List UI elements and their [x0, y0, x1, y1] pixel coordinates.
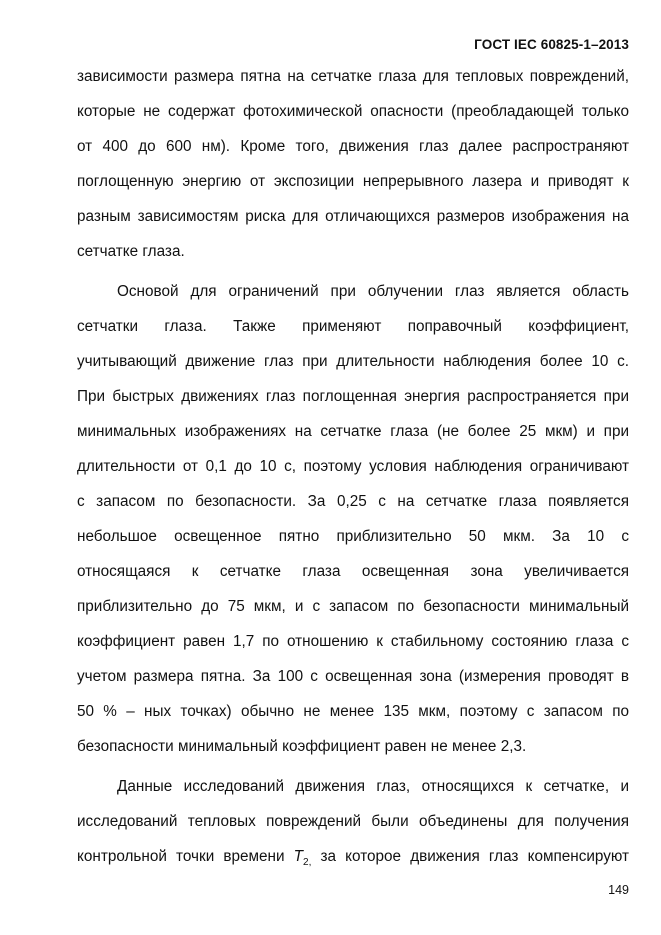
text-line: которые не содержат фотохимической опасности (преобладающей только: [77, 103, 629, 120]
symbol-letter: T: [293, 848, 304, 865]
text-line: от 400 до 600 нм). Кроме того, движения глаз далее распространяют: [77, 138, 629, 155]
text-line: небольшое освещенное пятно приблизительно 50 мкм. За 10 с: [77, 528, 629, 545]
text-line: минимальных изображениях на сетчатке глаза (не более 25 мкм) и при: [77, 423, 629, 440]
paragraph-first-line: Данные исследований движения глаз, относящихся к сетчатке, и: [117, 778, 629, 795]
text-fragment: контрольной точки времени: [77, 848, 285, 865]
text-line: приблизительно до 75 мкм, и с запасом по безопасности минимальный: [77, 598, 629, 615]
text-line: разным зависимостям риска для отличающихся размеров изображения на: [77, 208, 629, 225]
text-line: коэффициент равен 1,7 по отношению к стабильному состоянию глаза с: [77, 633, 629, 650]
text-line: безопасности минимальный коэффициент равен не менее 2,3.: [77, 738, 527, 755]
text-line: учетом размера пятна. За 100 с освещенная зона (измерения проводят в: [77, 668, 629, 685]
text-line: учитывающий движение глаз при длительности наблюдения более 10 с.: [77, 353, 629, 370]
symbol-subscript: 2,: [303, 857, 312, 869]
text-line: с запасом по безопасности. За 0,25 с на сетчатке глаза появляется: [77, 493, 629, 510]
time-symbol: [293, 848, 312, 869]
page-number: 149: [608, 883, 629, 897]
text-line: 50 % – ных точках) обычно не менее 135 мкм, поэтому с запасом по: [77, 703, 629, 720]
text-line: сетчатки глаза. Также применяют поправочный коэффициент,: [77, 318, 629, 335]
text-line: длительности от 0,1 до 10 с, поэтому условия наблюдения ограничивают: [77, 458, 629, 475]
text-line: исследований тепловых повреждений были объединены для получения: [77, 813, 629, 830]
text-line: поглощенную энергию от экспозиции непрерывного лазера и приводят к: [77, 173, 629, 190]
text-line: относящаяся к сетчатке глаза освещенная зона увеличивается: [77, 563, 629, 580]
text-line-with-symbol: [77, 847, 629, 873]
text-line: сетчатке глаза.: [77, 243, 185, 260]
text-line: При быстрых движениях глаз поглощенная энергия распространяется при: [77, 388, 629, 405]
paragraph-first-line: Основой для ограничений при облучении глаз является область: [117, 283, 629, 300]
document-header: ГОСТ IEC 60825-1–2013: [474, 37, 629, 52]
text-fragment: за которое движения глаз компенсируют: [320, 848, 630, 865]
text-line: зависимости размера пятна на сетчатке глаза для тепловых повреждений,: [77, 68, 629, 85]
